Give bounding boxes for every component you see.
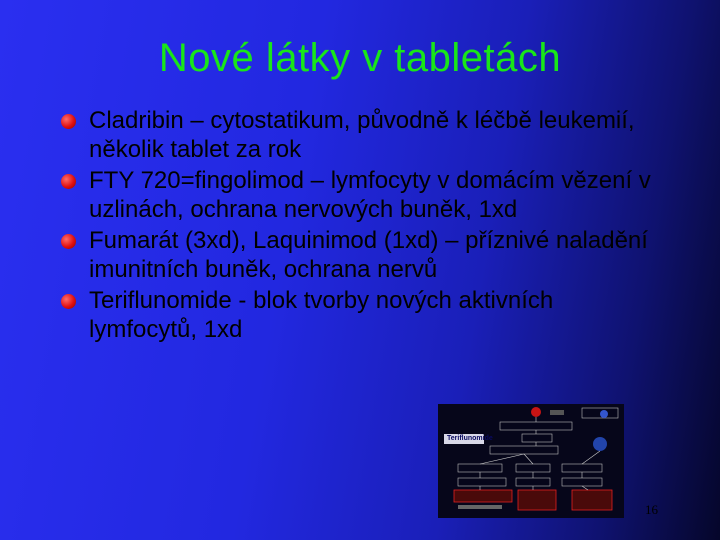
page-number: 16: [645, 502, 658, 517]
mechanism-diagram-graphic: [438, 404, 624, 518]
bullet-item-teriflunomide: [60, 286, 660, 344]
bullet-dot-icon: [61, 234, 76, 249]
diagram-label: Teriflunomide: [447, 435, 493, 442]
bullet-list: [60, 106, 660, 346]
bullet-text: Cladribin – cytostatikum, původně k léčbě leukemií, několik tablet za rok: [89, 107, 635, 163]
bullet-text: Teriflunomide - blok tvorby nových aktivních lymfocytů, 1xd: [89, 287, 554, 343]
bullet-item-fumarat: [60, 226, 660, 284]
bullet-dot-icon: [61, 114, 76, 129]
mechanism-diagram-image: [438, 404, 624, 518]
bullet-item-fingolimod: [60, 166, 660, 224]
bullet-dot-icon: [61, 174, 76, 189]
bullet-item-cladribin: [60, 106, 660, 164]
bullet-text: Fumarát (3xd), Laquinimod (1xd) – příznivé naladění imunitních buněk, ochrana nervů: [89, 227, 648, 283]
bullet-text: FTY 720=fingolimod – lymfocyty v domácím vězení v uzlinách, ochrana nervových buněk, 1xd: [89, 167, 651, 223]
slide-title: Nové látky v tabletách: [158, 36, 562, 80]
bullet-dot-icon: [61, 294, 76, 309]
